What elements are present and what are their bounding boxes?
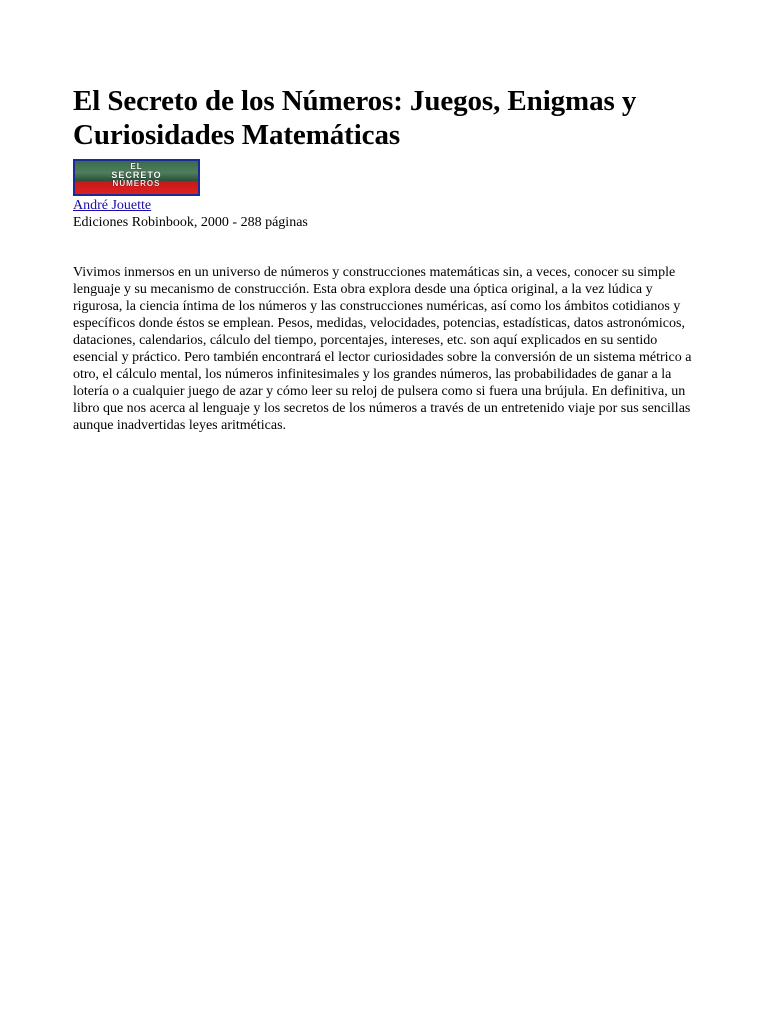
book-page xyxy=(73,84,698,434)
cover-text-line1: EL xyxy=(130,162,143,171)
book-description: Vivimos inmersos en un universo de números y construcciones matemáticas sin, a veces, conocer su simple lenguaje y su mecanismo de construcción. Esta obra explora desde una óptica original, a la vez lúdica y rigurosa, la ciencia íntima de los números y las construcciones numéricas, así como los ámbitos cotidianos y específicos donde éstos se emplean. Pesos, medidas, velocidades, potencias, estadísticas, datos astronómicos, dataciones, calendarios, cálculo del tiempo, porcentajes, intereses, etc. son aquí explicados en su sentido esencial y práctico. Pero también encontrará el lector curiosidades sobre la conversión de un sistema métrico a otro, el cálculo mental, los números infinitesimales y los grandes números, las probabilidades de ganar a la lotería o a cualquier juego de azar y cómo leer su reloj de pulsera como si fuera una brújula. En definitiva, un libro que nos acerca al lenguaje y los secretos de los números a través de un entretenido viaje por sus sencillas aunque inadvertidas leyes aritméticas. xyxy=(73,265,692,433)
book-cover-image[interactable] xyxy=(73,159,200,196)
author-link[interactable]: André Jouette xyxy=(73,198,152,213)
cover-text-line3: NÚMEROS xyxy=(112,179,161,188)
cover-text-line2: SECRETO xyxy=(111,170,162,180)
publisher-info: Ediciones Robinbook, 2000 - 288 páginas xyxy=(73,215,308,230)
book-title: El Secreto de los Números: Juegos, Enigmas y Curiosidades Matemáticas xyxy=(73,85,637,151)
